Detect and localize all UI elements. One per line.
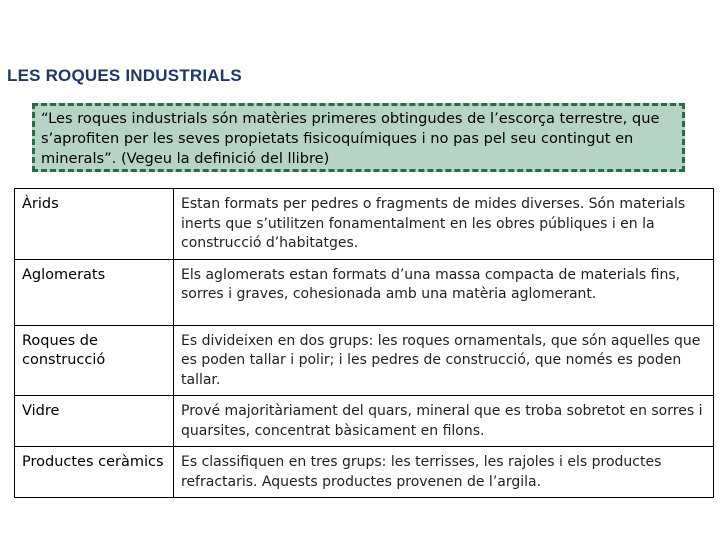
table-row [15, 447, 714, 498]
rock-type-name: Productes ceràmics [15, 447, 174, 498]
rock-type-name: Vidre [15, 396, 174, 447]
rock-type-description: Es divideixen en dos grups: les roques ornamentals, que són aquelles que es poden tallar i polir; i les pedres de construcció, que només es poden tallar. [174, 325, 714, 396]
table-row [15, 189, 714, 260]
rock-type-description: Els aglomerats estan formats d’una massa compacta de materials fins, sorres i graves, cohesionada amb una matèria aglomerant. [174, 259, 714, 325]
rock-type-description: Estan formats per pedres o fragments de mides diverses. Són materials inerts que s’utilitzen fonamentalment en les obres públiques i en la construcció d’habitatges. [174, 189, 714, 260]
definition-quote-text: “Les roques industrials són matèries primeres obtingudes de l’escorça terrestre, que s’aprofiten per les seves propietats fisicoquímiques i no pas pel seu contingut en minerals”. (Vegeu la definició del llibre) [41, 110, 660, 167]
industrial-rocks-table [14, 188, 714, 498]
rock-type-name: Roques de construcció [15, 325, 174, 396]
table-row [15, 396, 714, 447]
rock-type-description: Prové majoritàriament del quars, mineral que es troba sobretot en sorres i quarsites, concentrat bàsicament en filons. [174, 396, 714, 447]
table-row [15, 259, 714, 325]
rock-type-description: Es classifiquen en tres grups: les terrisses, les rajoles i els productes refractaris. Aquests productes provenen de l’argila. [174, 447, 714, 498]
table-row [15, 325, 714, 396]
rock-type-name: Aglomerats [15, 259, 174, 325]
rock-type-name: Àrids [15, 189, 174, 260]
definition-quote-box [32, 103, 685, 172]
page-title: LES ROQUES INDUSTRIALS [7, 66, 242, 85]
